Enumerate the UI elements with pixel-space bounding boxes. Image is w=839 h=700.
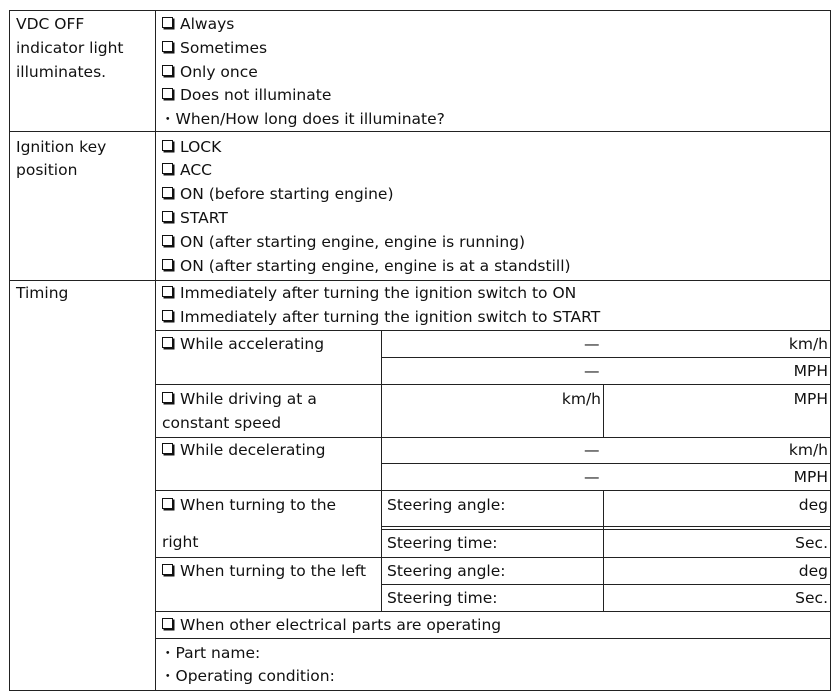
checkbox[interactable]: [162, 140, 173, 151]
checkbox[interactable]: [162, 443, 173, 454]
constant-speed-label-line2: constant speed: [162, 414, 282, 432]
cell-divider: [155, 611, 831, 612]
ignition-option-acc[interactable]: ACC: [162, 159, 212, 181]
checkbox[interactable]: [162, 88, 173, 99]
speed-column-divider: [603, 384, 604, 437]
dash-mark: —: [584, 335, 600, 353]
vdc-option-always[interactable]: Always: [162, 13, 234, 35]
checkbox[interactable]: [162, 498, 173, 509]
cell-divider: [381, 529, 831, 530]
ignition-option-lock[interactable]: LOCK: [162, 136, 221, 158]
vdc-option-only-once[interactable]: Only once: [162, 61, 258, 83]
ignition-option-start[interactable]: START: [162, 207, 228, 229]
cell-divider: [381, 584, 831, 585]
vdc-option-sometimes[interactable]: Sometimes: [162, 37, 267, 59]
vdc-note: ・When/How long does it illuminate?: [160, 110, 445, 128]
timing-option-decelerating[interactable]: While decelerating: [162, 439, 325, 461]
dash-mark: —: [584, 468, 600, 486]
checkbox[interactable]: [162, 337, 173, 348]
steering-angle-label: Steering angle:: [387, 562, 506, 580]
cell-divider: [155, 638, 831, 639]
unit-sec: Sec.: [795, 589, 828, 607]
ignition-option-on-before[interactable]: ON (before starting engine): [162, 183, 394, 205]
part-name-field: ・Part name:: [160, 644, 261, 662]
unit-kmh: km/h: [788, 441, 828, 459]
checkbox[interactable]: [162, 211, 173, 222]
timing-option-electrical[interactable]: When other electrical parts are operating: [162, 614, 501, 636]
turn-right-label-line2: right: [162, 533, 199, 551]
vdc-option-does-not-illuminate[interactable]: Does not illuminate: [162, 84, 331, 106]
checkbox[interactable]: [162, 65, 173, 76]
bullet-mark: ・: [160, 644, 176, 662]
checkbox[interactable]: [162, 187, 173, 198]
timing-option-accelerating[interactable]: While accelerating: [162, 333, 324, 355]
cell-divider: [381, 357, 831, 358]
cell-divider: [155, 490, 831, 491]
steering-time-label: Steering time:: [387, 534, 498, 552]
cell-divider: [381, 463, 831, 464]
bullet-mark: ・: [160, 110, 176, 128]
timing-option-constant-speed[interactable]: While driving at a: [162, 388, 317, 410]
checkbox[interactable]: [162, 259, 173, 270]
row-divider: [9, 131, 831, 132]
ignition-option-on-standstill[interactable]: ON (after starting engine, engine is at a standstill): [162, 255, 571, 277]
checkbox[interactable]: [162, 41, 173, 52]
cell-divider: [155, 384, 831, 385]
timing-option-turn-right[interactable]: When turning to the: [162, 494, 336, 516]
unit-sec: Sec.: [795, 534, 828, 552]
timing-option-after-on[interactable]: Immediately after turning the ignition switch to ON: [162, 282, 576, 304]
timing-option-after-start[interactable]: Immediately after turning the ignition switch to START: [162, 306, 600, 328]
checkbox[interactable]: [162, 17, 173, 28]
steering-time-label: Steering time:: [387, 589, 498, 607]
unit-deg: deg: [798, 562, 828, 580]
timing-label: Timing: [16, 284, 69, 302]
checkbox[interactable]: [162, 310, 173, 321]
table-border-bottom: [9, 690, 831, 691]
row-divider: [9, 280, 831, 281]
dash-mark: —: [584, 362, 600, 380]
dash-mark: —: [584, 441, 600, 459]
unit-kmh: km/h: [788, 335, 828, 353]
steering-angle-label: Steering angle:: [387, 496, 506, 514]
bullet-mark: ・: [160, 667, 176, 685]
unit-mph: MPH: [793, 390, 828, 408]
column-divider: [155, 10, 156, 691]
steering-column-divider: [603, 490, 604, 611]
checkbox[interactable]: [162, 618, 173, 629]
checkbox[interactable]: [162, 235, 173, 246]
table-border-left: [9, 10, 10, 691]
table-border-right: [830, 10, 831, 691]
cell-divider: [155, 330, 831, 331]
ignition-option-on-running[interactable]: ON (after starting engine, engine is running): [162, 231, 525, 253]
table-border-top: [9, 10, 831, 11]
checkbox[interactable]: [162, 392, 173, 403]
cell-divider: [155, 437, 831, 438]
checkbox[interactable]: [162, 286, 173, 297]
unit-mph: MPH: [793, 362, 828, 380]
speed-column-divider: [381, 330, 382, 611]
operating-condition-field: ・Operating condition:: [160, 667, 335, 685]
unit-mph: MPH: [793, 468, 828, 486]
cell-divider: [155, 557, 831, 558]
checkbox[interactable]: [162, 163, 173, 174]
cell-divider: [381, 526, 831, 527]
timing-option-turn-left[interactable]: When turning to the left: [162, 560, 366, 582]
unit-deg: deg: [798, 496, 828, 514]
unit-kmh: km/h: [561, 390, 601, 408]
checkbox[interactable]: [162, 564, 173, 575]
